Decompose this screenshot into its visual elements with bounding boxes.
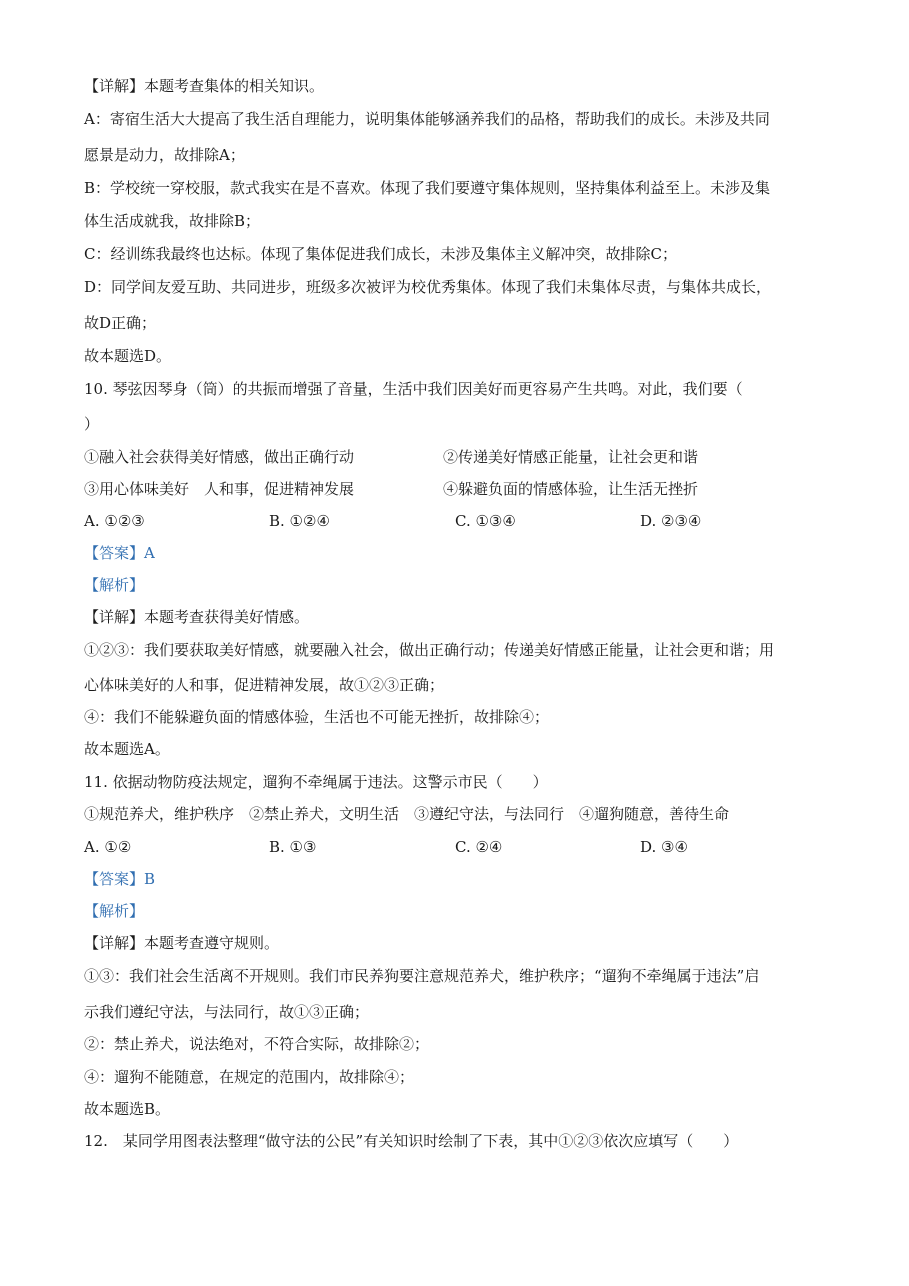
q10-conclusion: 故本题选A。 xyxy=(84,740,170,758)
q11-option-b: B. ①③ xyxy=(269,838,317,856)
q11-explain-line3: ②：禁止养犬，说法绝对，不符合实际，故排除②； xyxy=(84,1035,430,1053)
q9-explain-d-line2: 故D正确； xyxy=(84,314,157,332)
q11-explain-line4: ④：遛狗不能随意，在规定的范围内，故排除④； xyxy=(84,1068,415,1086)
q10-explain-line3: ④：我们不能躲避负面的情感体验，生活也不可能无挫折，故排除④； xyxy=(84,708,550,726)
q10-explain-line2: 心体味美好的人和事，促进精神发展，故①②③正确； xyxy=(84,676,445,694)
q9-explain-b-line1: B：学校统一穿校服，款式我实在是不喜欢。体现了我们要遵守集体规则，坚持集体利益至上。未涉及集 xyxy=(84,179,771,197)
q10-statement-2: ②传递美好情感正能量，让社会更和谐 xyxy=(443,448,699,466)
q10-analysis-label: 【解析】 xyxy=(84,576,145,594)
q10-option-b: B. ①②④ xyxy=(269,512,330,530)
q11-option-a: A. ①② xyxy=(84,838,132,856)
q11-answer: 【答案】B xyxy=(84,870,156,888)
q9-explain-d-line1: D：同学间友爱互助、共同进步，班级多次被评为校优秀集体。体现了我们未集体尽责，与集体共成长， xyxy=(84,278,772,296)
q10-statement-3: ③用心体味美好 人和事，促进精神发展 xyxy=(84,480,355,498)
q10-stem-line2: ） xyxy=(84,415,100,433)
q11-explain-line2: 示我们遵纪守法，与法同行，故①③正确； xyxy=(84,1003,370,1021)
q9-conclusion: 故本题选D。 xyxy=(84,347,172,365)
q10-detail: 【详解】本题考查获得美好情感。 xyxy=(84,608,310,626)
q11-analysis-label: 【解析】 xyxy=(84,902,145,920)
q9-detail: 【详解】本题考查集体的相关知识。 xyxy=(84,77,325,95)
q10-answer: 【答案】A xyxy=(84,544,155,562)
q11-option-c: C. ②④ xyxy=(455,838,503,856)
q10-option-a: A. ①②③ xyxy=(84,512,145,530)
q11-explain-line1: ①③：我们社会生活离不开规则。我们市民养狗要注意规范养犬，维护秩序；“遛狗不牵绳属于违法”启 xyxy=(84,967,760,985)
q10-option-d: D. ②③④ xyxy=(640,512,702,530)
q10-statement-1: ①融入社会获得美好情感，做出正确行动 xyxy=(84,448,355,466)
q11-detail: 【详解】本题考查遵守规则。 xyxy=(84,934,280,952)
q11-statements: ①规范养犬，维护秩序 ②禁止养犬，文明生活 ③遵纪守法，与法同行 ④遛狗随意，善待生命 xyxy=(84,805,730,823)
q10-explain-line1: ①②③：我们要获取美好情感，就要融入社会，做出正确行动；传递美好情感正能量，让社会更和谐；用 xyxy=(84,641,775,659)
q11-stem: 11. 依据动物防疫法规定，遛狗不牵绳属于违法。这警示市民（ ） xyxy=(84,773,548,791)
q12-stem: 12. 某同学用图表法整理“做守法的公民”有关知识时绘制了下表，其中①②③依次应填写（ ） xyxy=(84,1132,739,1150)
q10-statement-4: ④躲避负面的情感体验，让生活无挫折 xyxy=(443,480,699,498)
q10-option-c: C. ①③④ xyxy=(455,512,516,530)
q11-conclusion: 故本题选B。 xyxy=(84,1100,171,1118)
q10-stem-line1: 10. 琴弦因琴身（筒）的共振而增强了音量，生活中我们因美好而更容易产生共鸣。对此，我们要（ xyxy=(84,380,743,398)
q9-explain-a-line2: 愿景是动力，故排除A； xyxy=(84,146,245,164)
q9-explain-c: C：经训练我最终也达标。体现了集体促进我们成长，未涉及集体主义解冲突，故排除C； xyxy=(84,245,677,263)
q11-option-d: D. ③④ xyxy=(640,838,688,856)
q9-explain-a-line1: A：寄宿生活大大提高了我生活自理能力，说明集体能够涵养我们的品格，帮助我们的成长。未涉及共同 xyxy=(84,110,770,128)
q9-explain-b-line2: 体生活成就我，故排除B； xyxy=(84,212,261,230)
